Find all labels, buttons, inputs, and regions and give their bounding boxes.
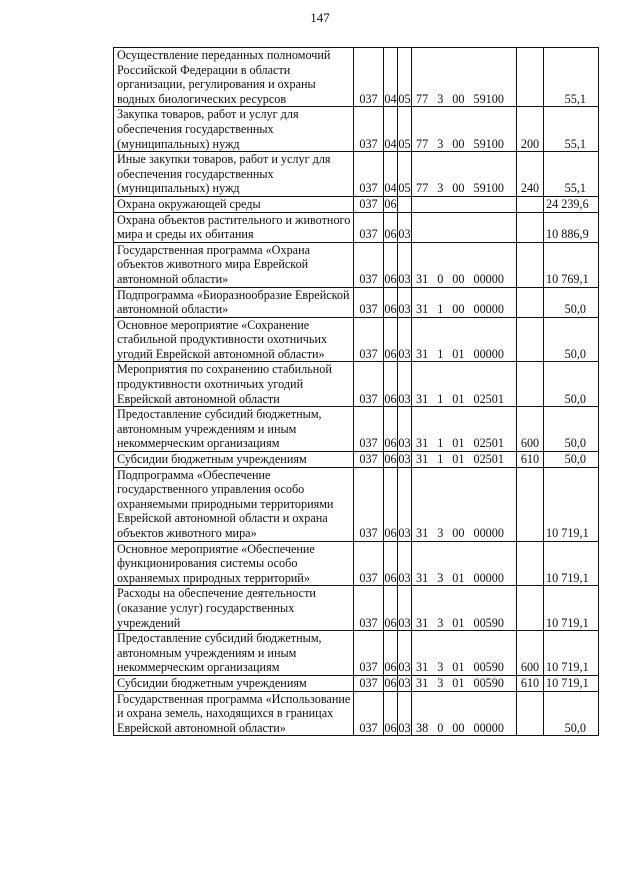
section-code: 06 xyxy=(384,362,398,407)
ministry-code: 037 xyxy=(354,212,384,242)
section-code: 06 xyxy=(384,691,398,736)
section-code: 06 xyxy=(384,196,397,211)
target-article-code xyxy=(412,107,517,152)
subsection-code: 03 xyxy=(398,452,411,467)
target-article-code xyxy=(412,586,517,631)
target-article-code xyxy=(412,212,517,242)
program-code: 31 xyxy=(416,302,429,317)
ministry-code: 037 xyxy=(354,452,384,468)
subsection-code: 03 xyxy=(398,242,412,287)
subsection-code: 03 xyxy=(398,407,412,452)
program-code: 31 xyxy=(416,452,429,467)
ministry-code: 037 xyxy=(354,107,384,152)
table-row xyxy=(114,675,599,691)
expense-type-code: 610 xyxy=(517,675,544,691)
target-article-code xyxy=(412,196,517,212)
row-description: Субсидии бюджетным учреждениям xyxy=(114,452,354,468)
target-article-code xyxy=(412,152,517,197)
target-article-code xyxy=(412,362,517,407)
item-code: 00000 xyxy=(473,302,504,317)
section-code: 06 xyxy=(384,452,397,467)
target-article-code xyxy=(412,48,517,107)
amount-value: 10 719,1 xyxy=(544,467,599,541)
amount-value: 55,1 xyxy=(544,48,599,107)
item-code: 59100 xyxy=(473,91,504,106)
item-code: 02501 xyxy=(473,452,504,467)
subprogram-code: 3 xyxy=(437,570,444,585)
target-article-code xyxy=(412,242,517,287)
row-description: Основное мероприятие «Сохранение стабильной продуктивности охотничьих угодий Еврейской автономной области» xyxy=(114,317,354,362)
target-article-code xyxy=(412,317,517,362)
group-code: 00 xyxy=(452,91,465,106)
subprogram-code: 1 xyxy=(437,391,444,406)
ministry-code: 037 xyxy=(354,196,384,212)
row-description: Основное мероприятие «Обеспечение функционирования системы особо охраняемых природных территорий» xyxy=(114,541,354,586)
row-description: Предоставление субсидий бюджетным, автономным учреждениям и иным некоммерческим организациям xyxy=(114,631,354,676)
section-code: 06 xyxy=(384,287,398,317)
item-code: 02501 xyxy=(473,436,504,451)
row-description: Государственная программа «Охрана объектов животного мира Еврейской автономной области» xyxy=(114,242,354,287)
row-description: Закупка товаров, работ и услуг для обеспечения государственных (муниципальных) нужд xyxy=(114,107,354,152)
section-code: 06 xyxy=(384,467,398,541)
target-article-code xyxy=(412,407,517,452)
item-code: 00590 xyxy=(473,675,504,690)
group-code: 01 xyxy=(452,346,465,361)
table-row xyxy=(114,586,599,631)
table-row xyxy=(114,452,599,468)
group-code: 00 xyxy=(452,271,465,286)
ministry-code: 037 xyxy=(354,407,384,452)
program-code: 77 xyxy=(416,181,429,196)
expense-type-code xyxy=(517,362,544,407)
section-code: 06 xyxy=(384,317,398,362)
item-code: 02501 xyxy=(473,391,504,406)
subsection-code: 03 xyxy=(398,362,412,407)
item-code: 00000 xyxy=(473,570,504,585)
section-code: 06 xyxy=(384,675,397,690)
program-code: 77 xyxy=(416,91,429,106)
subsection-code: 03 xyxy=(398,541,412,586)
subsection-code: 03 xyxy=(398,317,412,362)
group-code: 01 xyxy=(452,570,465,585)
amount-value: 10 719,1 xyxy=(544,631,599,676)
amount-value: 50,0 xyxy=(544,317,599,362)
expense-type-code xyxy=(517,467,544,541)
target-article-code xyxy=(412,467,517,541)
program-code: 31 xyxy=(416,526,429,540)
table-row xyxy=(114,541,599,586)
program-code: 31 xyxy=(416,675,429,690)
expense-type-code xyxy=(517,48,544,107)
group-code: 00 xyxy=(452,526,465,540)
subsection-code: 03 xyxy=(398,467,412,541)
subprogram-code: 1 xyxy=(437,436,444,451)
section-code: 04 xyxy=(384,152,398,197)
expense-type-code: 240 xyxy=(517,152,544,197)
row-description: Предоставление субсидий бюджетным, автономным учреждениям и иным некоммерческим организациям xyxy=(114,407,354,452)
subprogram-code: 3 xyxy=(437,136,444,151)
item-code: 59100 xyxy=(473,136,504,151)
group-code: 01 xyxy=(452,675,465,690)
row-description: Субсидии бюджетным учреждениям xyxy=(114,675,354,691)
amount-value: 10 719,1 xyxy=(544,541,599,586)
group-code: 01 xyxy=(452,391,465,406)
row-description: Расходы на обеспечение деятельности (оказание услуг) государственных учреждений xyxy=(114,586,354,631)
subsection-code: 03 xyxy=(398,212,412,242)
expense-type-code xyxy=(517,212,544,242)
budget-table xyxy=(113,47,599,736)
expense-type-code xyxy=(517,317,544,362)
subprogram-code: 3 xyxy=(437,675,444,690)
expense-type-code: 600 xyxy=(517,407,544,452)
target-article-code xyxy=(412,452,517,468)
subprogram-code: 1 xyxy=(437,452,444,467)
group-code: 00 xyxy=(452,720,465,735)
row-description: Осуществление переданных полномочий Российской Федерации в области организации, регулирования и охраны водных биологических ресурсов xyxy=(114,48,354,107)
target-article-code xyxy=(412,541,517,586)
program-code: 31 xyxy=(416,271,429,286)
subsection-code: 05 xyxy=(398,107,412,152)
group-code: 01 xyxy=(452,452,465,467)
program-code: 31 xyxy=(416,570,429,585)
subprogram-code: 1 xyxy=(437,302,444,317)
section-code: 06 xyxy=(384,586,398,631)
ministry-code: 037 xyxy=(354,675,384,691)
row-description: Подпрограмма «Обеспечение государственного управления особо охраняемыми природными территориями Еврейской автономной области и охрана объектов животного мира» xyxy=(114,467,354,541)
ministry-code: 037 xyxy=(354,541,384,586)
table-row xyxy=(114,317,599,362)
expense-type-code xyxy=(517,242,544,287)
subprogram-code: 3 xyxy=(437,91,444,106)
expense-type-code xyxy=(517,586,544,631)
row-description: Охрана окружающей среды xyxy=(114,196,354,212)
amount-value: 55,1 xyxy=(544,152,599,197)
program-code: 31 xyxy=(416,660,429,675)
item-code: 00000 xyxy=(473,720,504,735)
ministry-code: 037 xyxy=(354,631,384,676)
program-code: 31 xyxy=(416,436,429,451)
amount-value: 50,0 xyxy=(544,452,599,468)
expense-type-code: 200 xyxy=(517,107,544,152)
row-description: Охрана объектов растительного и животного мира и среды их обитания xyxy=(114,212,354,242)
item-code: 00000 xyxy=(473,346,504,361)
program-code: 31 xyxy=(416,346,429,361)
amount-value: 10 769,1 xyxy=(544,242,599,287)
subsection-code: 03 xyxy=(398,287,412,317)
amount-value: 24 239,6 xyxy=(544,196,599,212)
amount-value: 10 719,1 xyxy=(544,586,599,631)
table-row xyxy=(114,152,599,197)
table-row xyxy=(114,631,599,676)
table-row xyxy=(114,196,599,212)
subprogram-code: 1 xyxy=(437,346,444,361)
subprogram-code: 3 xyxy=(437,660,444,675)
section-code: 06 xyxy=(384,242,398,287)
ministry-code: 037 xyxy=(354,48,384,107)
subprogram-code: 0 xyxy=(437,720,444,735)
amount-value: 50,0 xyxy=(544,691,599,736)
amount-value: 10 719,1 xyxy=(544,675,599,691)
section-code: 04 xyxy=(384,107,398,152)
subsection-code: 03 xyxy=(398,675,411,690)
row-description: Мероприятия по сохранению стабильной продуктивности охотничьих угодий Еврейской автономной области xyxy=(114,362,354,407)
ministry-code: 037 xyxy=(354,586,384,631)
section-code: 06 xyxy=(384,631,398,676)
amount-value: 55,1 xyxy=(544,107,599,152)
group-code: 01 xyxy=(452,615,465,630)
row-description: Государственная программа «Использование и охрана земель, находящихся в границах Еврейской автономной области» xyxy=(114,691,354,736)
section-code: 06 xyxy=(384,212,398,242)
expense-type-code xyxy=(517,287,544,317)
table-row xyxy=(114,691,599,736)
ministry-code: 037 xyxy=(354,287,384,317)
table-row xyxy=(114,407,599,452)
table-row xyxy=(114,48,599,107)
section-code: 04 xyxy=(384,48,398,107)
section-code: 06 xyxy=(384,407,398,452)
expense-type-code: 610 xyxy=(517,452,544,468)
item-code: 00590 xyxy=(473,615,504,630)
subprogram-code: 3 xyxy=(437,181,444,196)
item-code: 00000 xyxy=(473,271,504,286)
table-row xyxy=(114,467,599,541)
subsection-code: 03 xyxy=(398,691,412,736)
group-code: 01 xyxy=(452,436,465,451)
expense-type-code: 600 xyxy=(517,631,544,676)
row-description: Иные закупки товаров, работ и услуг для обеспечения государственных (муниципальных) нужд xyxy=(114,152,354,197)
program-code: 31 xyxy=(416,615,429,630)
table-row xyxy=(114,212,599,242)
target-article-code xyxy=(412,691,517,736)
subprogram-code: 3 xyxy=(437,526,444,540)
table-row xyxy=(114,287,599,317)
ministry-code: 037 xyxy=(354,152,384,197)
table-row xyxy=(114,362,599,407)
table-row xyxy=(114,242,599,287)
row-description: Подпрограмма «Биоразнообразие Еврейской автономной области» xyxy=(114,287,354,317)
ministry-code: 037 xyxy=(354,467,384,541)
expense-type-code xyxy=(517,691,544,736)
target-article-code xyxy=(412,631,517,676)
page-number: 147 xyxy=(310,10,330,25)
table-row xyxy=(114,107,599,152)
item-code: 00000 xyxy=(473,526,504,540)
target-article-code xyxy=(412,675,517,691)
subsection-code xyxy=(398,196,412,212)
expense-type-code xyxy=(517,196,544,212)
amount-value: 50,0 xyxy=(544,362,599,407)
subsection-code: 05 xyxy=(398,48,412,107)
amount-value: 50,0 xyxy=(544,407,599,452)
subsection-code: 05 xyxy=(398,152,412,197)
item-code: 59100 xyxy=(473,181,504,196)
ministry-code: 037 xyxy=(354,691,384,736)
ministry-code: 037 xyxy=(354,242,384,287)
target-article-code xyxy=(412,287,517,317)
amount-value: 50,0 xyxy=(544,287,599,317)
subsection-code: 03 xyxy=(398,586,412,631)
ministry-code: 037 xyxy=(354,362,384,407)
subprogram-code: 3 xyxy=(437,615,444,630)
group-code: 00 xyxy=(452,136,465,151)
program-code: 31 xyxy=(416,391,429,406)
group-code: 00 xyxy=(452,181,465,196)
amount-value: 10 886,9 xyxy=(544,212,599,242)
group-code: 01 xyxy=(452,660,465,675)
program-code: 77 xyxy=(416,136,429,151)
ministry-code: 037 xyxy=(354,317,384,362)
item-code: 00590 xyxy=(473,660,504,675)
group-code: 00 xyxy=(452,302,465,317)
expense-type-code xyxy=(517,541,544,586)
program-code: 38 xyxy=(416,720,429,735)
subprogram-code: 0 xyxy=(437,271,444,286)
subsection-code: 03 xyxy=(398,631,412,676)
section-code: 06 xyxy=(384,541,398,586)
